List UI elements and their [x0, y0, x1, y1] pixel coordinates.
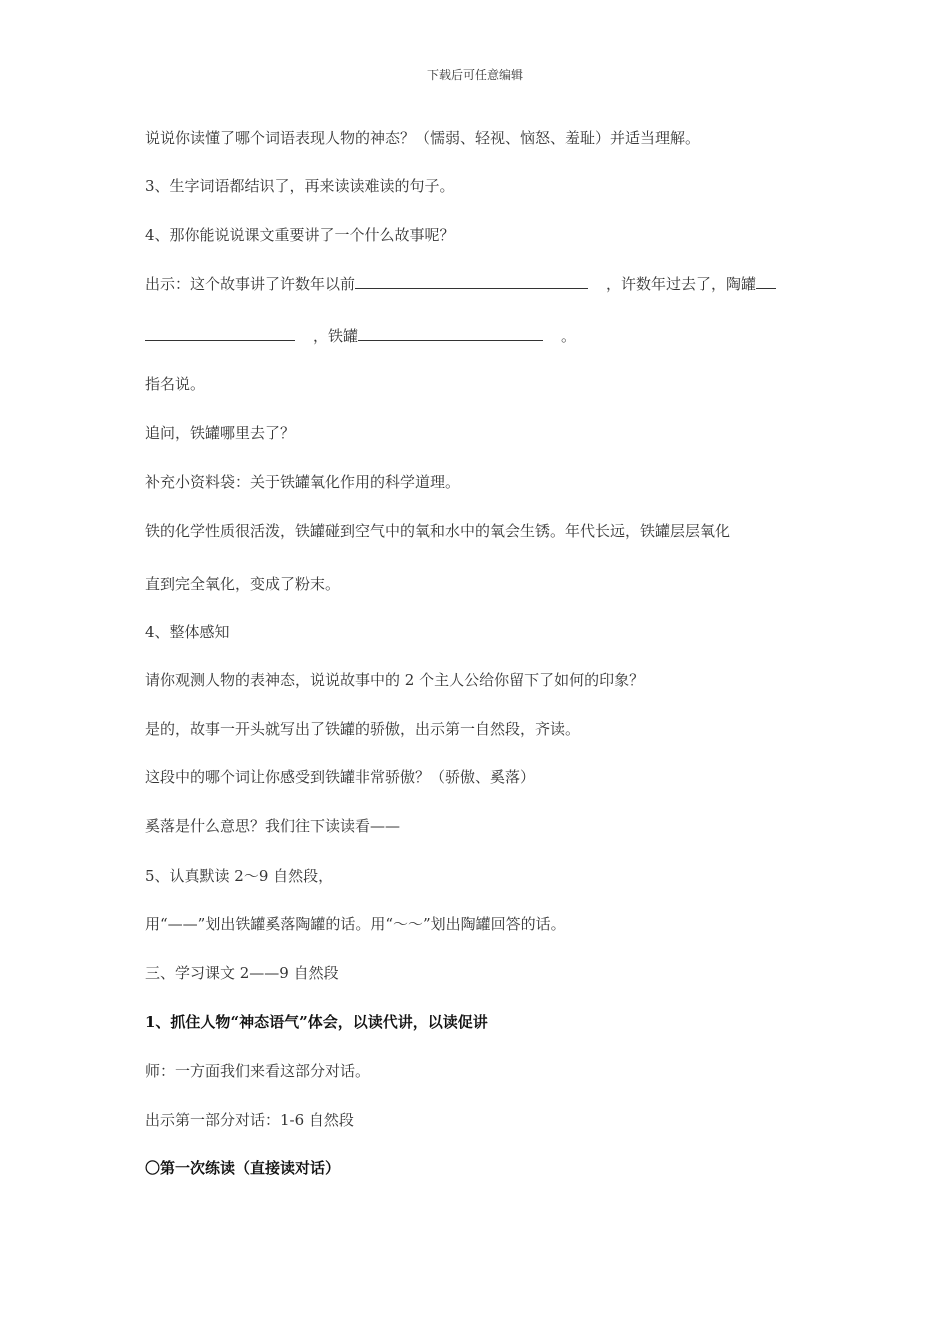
text-line-18: 三、学习课文 2——9 自然段: [145, 964, 339, 982]
text-line-17: 用“——”划出铁罐奚落陶罐的话。用“～～”划出陶罐回答的话。: [145, 915, 566, 933]
text-line-3: 4、那你能说说课文重要讲了一个什么故事呢？: [145, 226, 455, 244]
text-line-2: 3、生字词语都结识了，再来读读难读的句子。: [145, 177, 455, 195]
section-heading-2: 〇第一次练读（直接读对话）: [145, 1159, 341, 1177]
text-line-1: 说说你读懂了哪个词语表现人物的神态？（懦弱、轻视、恼怒、羞耻）并适当理解。: [145, 129, 701, 147]
text-line-9: 铁的化学性质很活泼，铁罐碰到空气中的氧和水中的氧会生锈。年代长远，铁罐层层氧化: [145, 522, 731, 540]
text-line-16: 5、认真默读 2～9 自然段，: [145, 867, 334, 885]
text-line-20: 师：一方面我们来看这部分对话。: [145, 1062, 371, 1080]
fill-in-blank: [145, 326, 295, 341]
text-line-10: 直到完全氧化，变成了粉末。: [145, 575, 341, 593]
fill-in-text-a: 出示：这个故事讲了许数年以前: [145, 275, 356, 293]
text-line-21: 出示第一部分对话：1-6 自然段: [145, 1111, 354, 1129]
text-line-7: 追问，铁罐哪里去了？: [145, 424, 296, 442]
fill-in-line-1: [145, 274, 776, 294]
fill-in-text-d: 。: [561, 327, 577, 345]
text-line-8: 补充小资料袋：关于铁罐氧化作用的科学道理。: [145, 473, 461, 491]
text-line-12: 请你观测人物的表神态，说说故事中的 2 个主人公给你留下了如何的印象？: [145, 671, 645, 689]
fill-in-blank: [756, 274, 776, 289]
section-heading-1: 1、抓住人物“神态语气”体会，以读代讲，以读促讲: [145, 1013, 488, 1031]
fill-in-line-2: [145, 326, 576, 346]
text-line-13: 是的，故事一开头就写出了铁罐的骄傲，出示第一自然段，齐读。: [145, 720, 581, 738]
text-line-14: 这段中的哪个词让你感受到铁罐非常骄傲？（骄傲、奚落）: [145, 768, 536, 786]
page-header: 下载后可任意编辑: [426, 68, 523, 82]
fill-in-text-b: ，许数年过去了，陶罐: [606, 275, 757, 293]
text-line-11: 4、整体感知: [145, 623, 230, 641]
fill-in-blank: [358, 326, 543, 341]
text-line-6: 指名说。: [145, 375, 206, 393]
text-line-15: 奚落是什么意思？我们往下读读看——: [145, 817, 401, 835]
fill-in-text-c: ，铁罐: [313, 327, 359, 345]
fill-in-blank: [355, 274, 588, 289]
